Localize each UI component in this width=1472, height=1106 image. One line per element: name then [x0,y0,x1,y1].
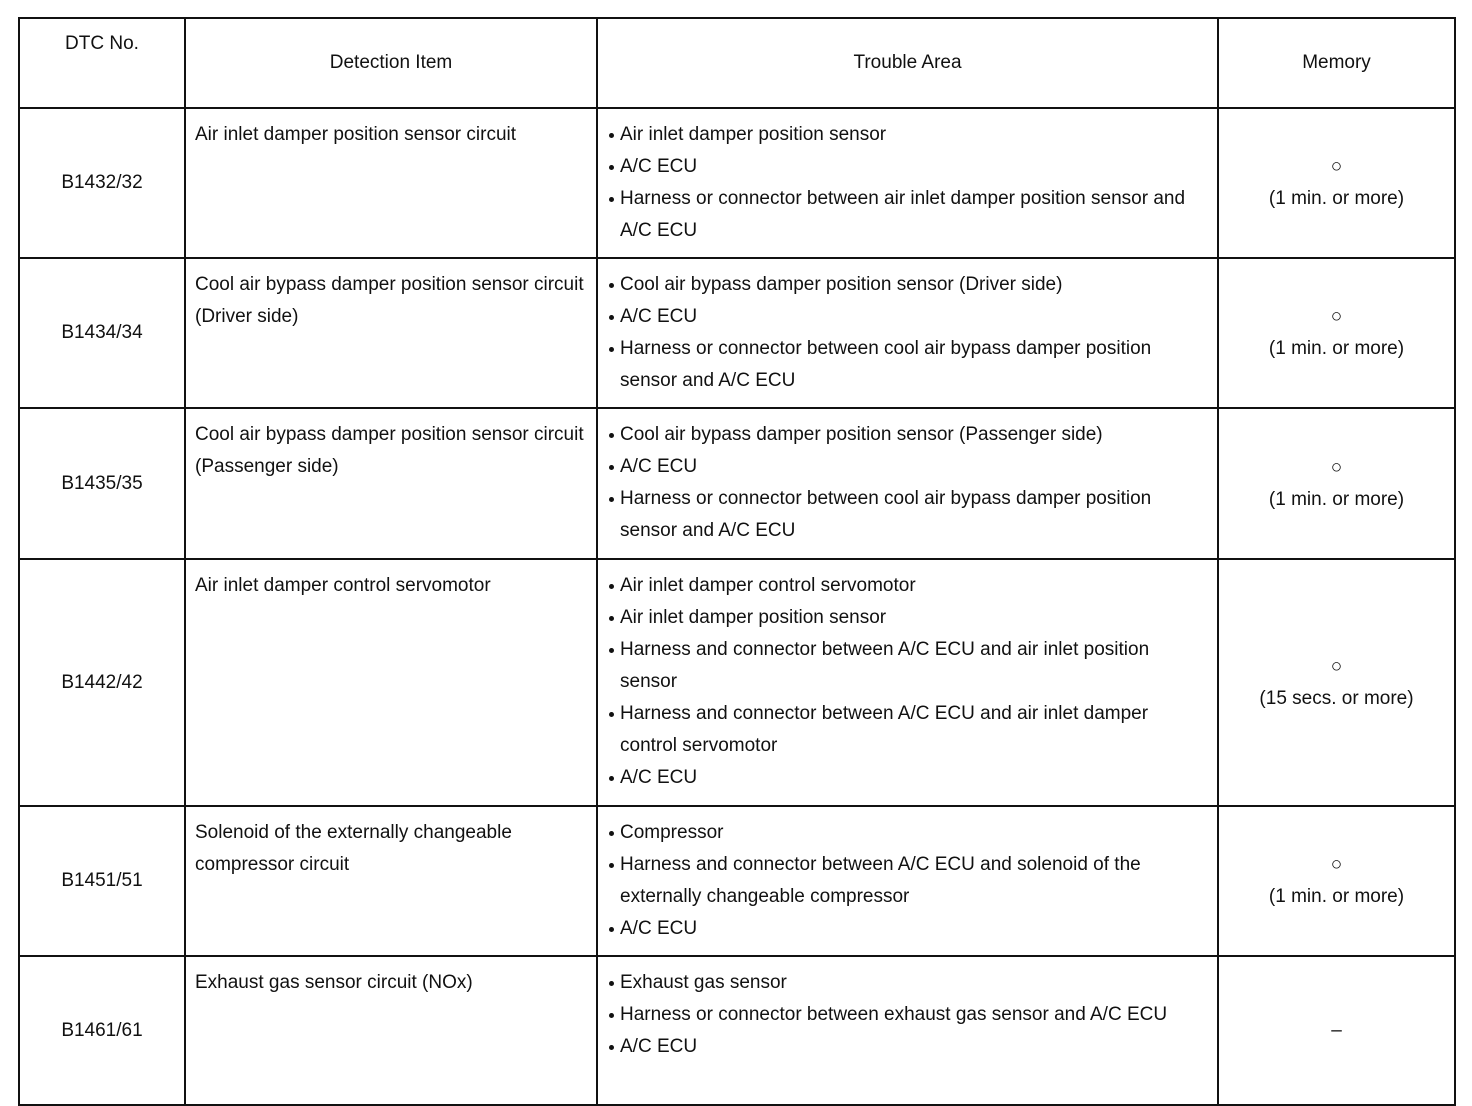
header-dtc-no: DTC No. [19,18,185,108]
trouble-area-item: Harness or connector between cool air bypass damper position sensor and A/C ECU [608,483,1207,547]
memory-note: (1 min. or more) [1268,886,1405,907]
detection-item: Air inlet damper position sensor circuit [185,108,597,258]
memory-cell [1218,258,1455,408]
detection-item: Cool air bypass damper position sensor circuit (Driver side) [185,258,597,408]
trouble-area [597,258,1218,408]
trouble-area [597,956,1218,1105]
detection-item: Air inlet damper control servomotor [185,559,597,806]
detection-item: Cool air bypass damper position sensor circuit (Passenger side) [185,408,597,559]
detection-item: Exhaust gas sensor circuit (NOx) [185,956,597,1105]
trouble-area-list [608,817,1207,945]
memory-symbol: ○ [1330,655,1343,677]
trouble-area-item: A/C ECU [608,151,1207,183]
memory-cell [1218,806,1455,956]
header-row [19,18,1455,108]
memory-cell [1218,956,1455,1105]
trouble-area-list [608,967,1207,1063]
header-memory: Memory [1218,18,1455,108]
trouble-area [597,559,1218,806]
trouble-area-item: Harness or connector between air inlet damper position sensor and A/C ECU [608,183,1207,247]
memory-cell [1218,408,1455,559]
memory-note: (1 min. or more) [1268,188,1405,209]
dtc-code: B1461/61 [19,956,185,1105]
trouble-area-item: Air inlet damper position sensor [608,602,1207,634]
trouble-area-item: Harness and connector between A/C ECU and air inlet damper control servomotor [608,698,1207,762]
trouble-area-item: Air inlet damper position sensor [608,119,1207,151]
trouble-area-item: Compressor [608,817,1207,849]
trouble-area-item: Harness or connector between exhaust gas sensor and A/C ECU [608,999,1207,1031]
dtc-table [18,17,1456,1106]
trouble-area-item: A/C ECU [608,1031,1207,1063]
trouble-area [597,108,1218,258]
trouble-area-list [608,119,1207,247]
dtc-code: B1432/32 [19,108,185,258]
table-row [19,258,1455,408]
trouble-area-item: Harness or connector between cool air bypass damper position sensor and A/C ECU [608,333,1207,397]
memory-note: (1 min. or more) [1268,488,1405,510]
memory-cell [1218,108,1455,258]
trouble-area-item: A/C ECU [608,913,1207,945]
trouble-area-list [608,570,1207,794]
dtc-code: B1435/35 [19,408,185,559]
trouble-area-list [608,269,1207,397]
trouble-area-item: Cool air bypass damper position sensor (Passenger side) [608,419,1207,451]
dtc-code: B1434/34 [19,258,185,408]
table-row [19,108,1455,258]
dtc-code: B1442/42 [19,559,185,806]
memory-symbol: ○ [1330,854,1343,875]
header-trouble-area: Trouble Area [597,18,1218,108]
trouble-area-item: A/C ECU [608,301,1207,333]
trouble-area-item: Harness and connector between A/C ECU and air inlet position sensor [608,634,1207,698]
memory-symbol: ○ [1330,456,1343,478]
table-row [19,559,1455,806]
trouble-area-item: Exhaust gas sensor [608,967,1207,999]
memory-symbol: ○ [1330,306,1343,327]
trouble-area-item: Cool air bypass damper position sensor (Driver side) [608,269,1207,301]
memory-symbol: ○ [1330,156,1343,177]
trouble-area-list [608,419,1207,547]
table-row [19,408,1455,559]
trouble-area-item: Harness and connector between A/C ECU and solenoid of the externally changeable compressor [608,849,1207,913]
trouble-area-item: Air inlet damper control servomotor [608,570,1207,602]
memory-note: (15 secs. or more) [1259,687,1414,709]
header-detection-item: Detection Item [185,18,597,108]
trouble-area [597,806,1218,956]
memory-cell [1218,559,1455,806]
table-row [19,806,1455,956]
trouble-area-item: A/C ECU [608,762,1207,794]
trouble-area-item: A/C ECU [608,451,1207,483]
memory-note: (1 min. or more) [1268,338,1405,359]
dtc-code: B1451/51 [19,806,185,956]
table-row [19,956,1455,1105]
detection-item: Solenoid of the externally changeable compressor circuit [185,806,597,956]
trouble-area [597,408,1218,559]
memory-note: – [1331,1019,1342,1041]
